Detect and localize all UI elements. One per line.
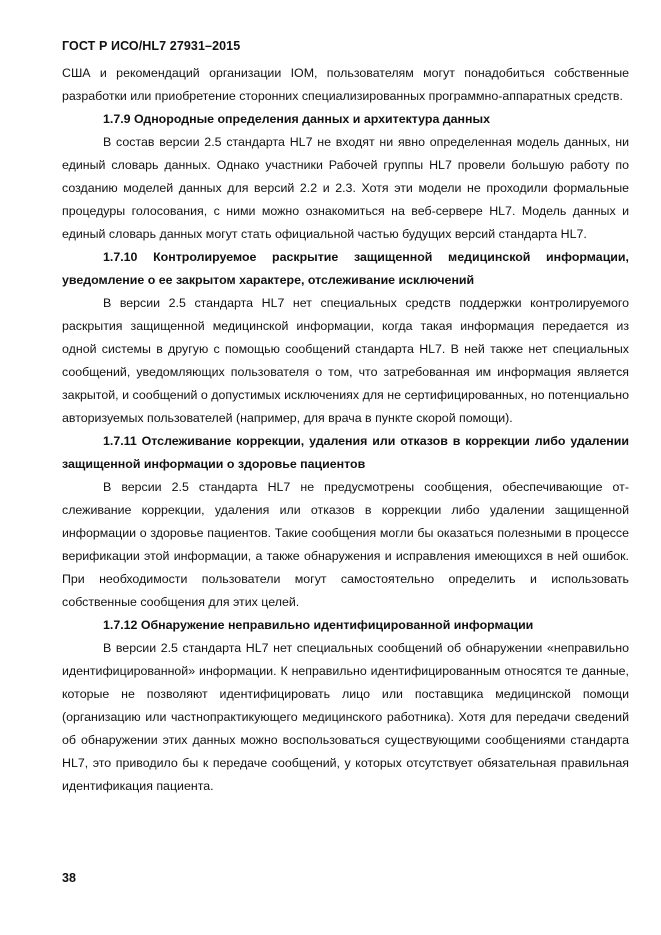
section-heading-1-7-10: 1.7.10 Контролируемое раскрытие защищенной медицинской информации, уведомление о ее закрытом характере, отслеживание исключений	[62, 250, 629, 287]
paragraph-1-7-12: В версии 2.5 стандарта HL7 нет специальных сообщений об обнаружении «неправильно идентифицированной» информации. К неправильно идентифицированным относятся те данные, которые не позволяют идентифицировать лицо или поставщика медицинской помощи (организацию или частнопрактикующего медицинского работника). Хотя для передачи сведений об обнаружении этих данных можно воспользоваться существующими сообщениями стандарта HL7, это приводило бы к передаче сообщений, у которых отсутствует обязательная правильная идентификация пациента.	[62, 641, 629, 793]
paragraph-1-7-10: В версии 2.5 стандарта HL7 нет специальных средств поддержки контролируемого раскрытия защищенной медицинской информации, когда такая информация передается из одной системы в другую с помощью сообщений стандарта HL7. В ней также нет специальных сообщений, уведомляющих пользователя о том, что затребованная им информация является закрытой, и сообщений о допустимых исключениях для не сертифицированных, но потенциально авторизуемых пользователей (например, для врача в пункте скорой помощи).	[62, 296, 629, 425]
paragraph-intro-continuation: США и рекомендаций организации IOM, пользователям могут понадобиться собственные разработки или приобретение сторонних специализированных программно-аппаратных средств.	[62, 66, 629, 103]
page-number: 38	[62, 871, 76, 885]
paragraph-1-7-9: В состав версии 2.5 стандарта HL7 не входят ни явно определенная модель данных, ни единый словарь данных. Однако участники Рабочей группы HL7 провели большую работу по созданию моделей данных для версий 2.2 и 2.3. Хотя эти модели не проходили формальные процедуры голосования, с ними можно ознакомиться на веб-сервере HL7. Модель данных и единый словарь данных могут стать официальной частью будущих версий стандарта HL7.	[62, 135, 629, 241]
section-heading-1-7-12: 1.7.12 Обнаружение неправильно идентифицированной информации	[103, 618, 534, 632]
section-heading-1-7-11: 1.7.11 Отслеживание коррекции, удаления или отказов в коррекции либо удалении защищенной информации о здоровье пациентов	[62, 434, 629, 471]
paragraph-1-7-11: В версии 2.5 стандарта HL7 не предусмотрены сообщения, обеспечивающие отслеживание коррекции, удаления или отказов в коррекции либо удалении защищенной информации о здоровье пациентов. Такие сообщения могли бы оказаться полезными в процессе верификации этой информации, а также обнаружения и исправления имеющихся в ней ошибок. При необходимости пользователи могут самостоятельно определить и использовать собственные сообщения для этих целей.	[62, 480, 629, 609]
document-header: ГОСТ Р ИСО/HL7 27931–2015	[62, 39, 241, 53]
section-heading-1-7-9: 1.7.9 Однородные определения данных и архитектура данных	[103, 112, 490, 126]
document-body	[62, 62, 629, 798]
